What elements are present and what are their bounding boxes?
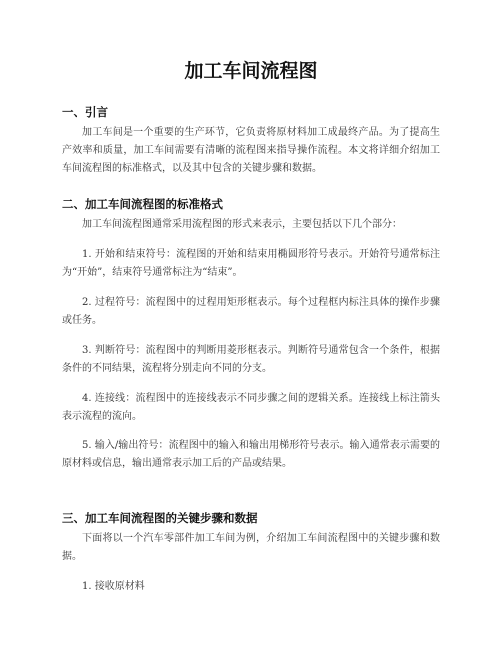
paragraph: 5. 输入/输出符号：流程图中的输入和输出用梯形符号表示。输入通常表示需要的原材料或信息，输出通常表示加工后的产品或结果。 bbox=[62, 440, 440, 469]
section-heading-format: 二、加工车间流程图的标准格式 bbox=[62, 197, 223, 211]
paragraph: 1. 接收原材料 bbox=[82, 581, 145, 592]
paragraph: 2. 过程符号：流程图中的过程用矩形框表示。每个过程框内标注具体的操作步骤或任务。 bbox=[62, 297, 440, 326]
paragraph: 加工车间是一个重要的生产环节，它负责将原材料加工成最终产品。为了提高生产效率和质量，加工车间需要有清晰的流程图来指导操作流程。本文将详细介绍加工车间流程图的标准格式，以及其中包含的关键步骤和数据。 bbox=[62, 127, 440, 174]
paragraph: 4. 连接线：流程图中的连接线表示不同步骤之间的逻辑关系。连接线上标注箭头表示流程的流向。 bbox=[62, 393, 440, 422]
section-heading-steps: 三、加工车间流程图的关键步骤和数据 bbox=[62, 511, 258, 525]
document-title: 加工车间流程图 bbox=[184, 60, 318, 82]
section-heading-intro: 一、引言 bbox=[62, 105, 108, 119]
paragraph: 加工车间流程图通常采用流程图的形式来表示，主要包括以下几个部分： bbox=[82, 219, 402, 230]
paragraph: 1. 开始和结束符号：流程图的开始和结束用椭圆形符号表示。开始符号通常标注为“开始”，结束符号通常标注为“结束”。 bbox=[62, 249, 440, 278]
paragraph: 3. 判断符号：流程图中的判断用菱形框表示。判断符号通常包含一个条件，根据条件的不同结果，流程将分别走向不同的分支。 bbox=[62, 345, 440, 374]
paragraph: 下面将以一个汽车零部件加工车间为例，介绍加工车间流程图中的关键步骤和数据。 bbox=[62, 533, 440, 562]
